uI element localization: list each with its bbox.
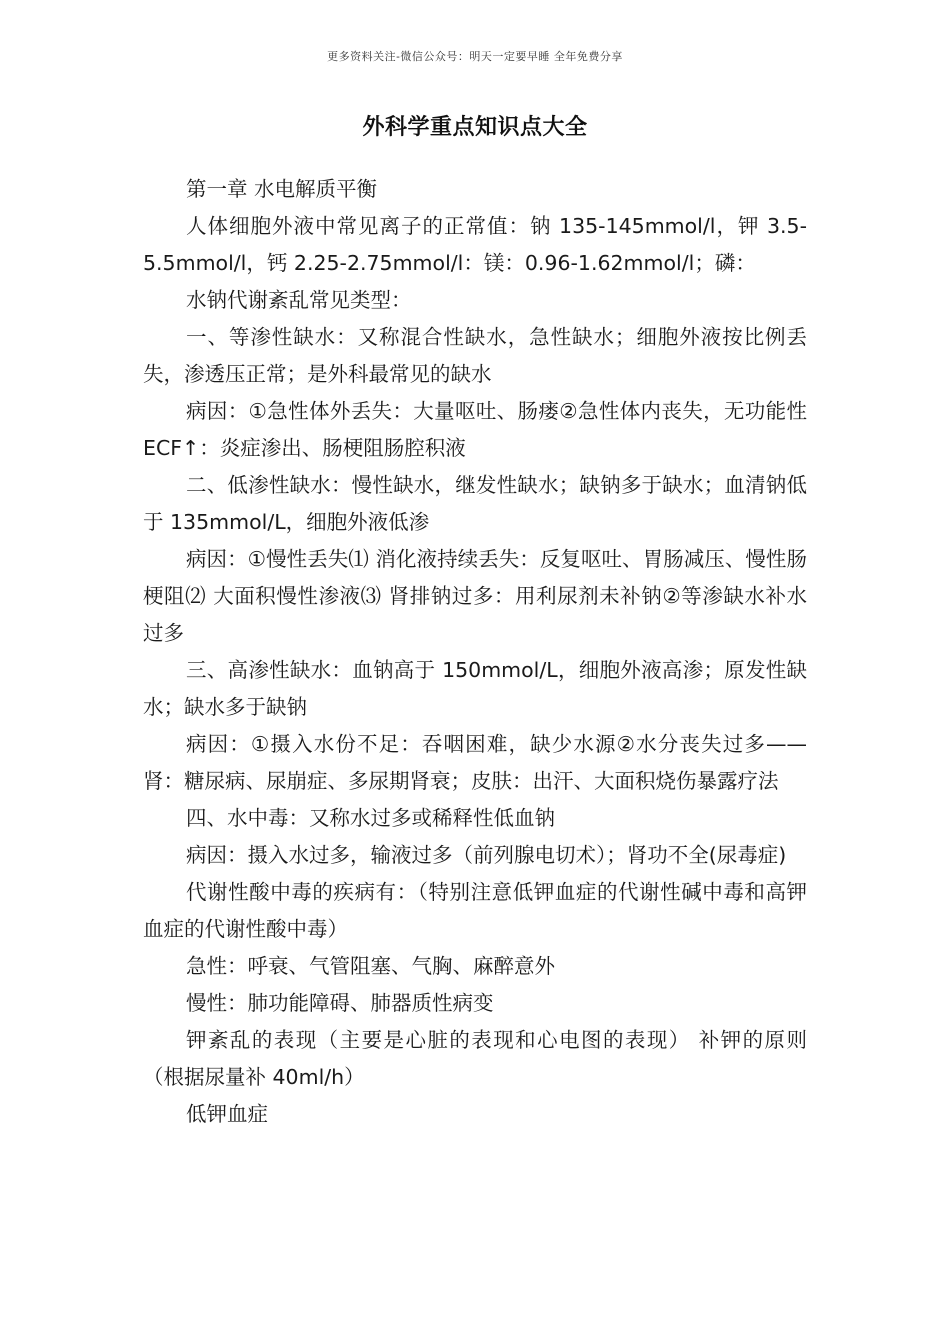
paragraph: 一、等渗性缺水：又称混合性缺水，急性缺水；细胞外液按比例丢失，渗透压正常；是外科最常见的缺水 xyxy=(143,325,807,386)
paragraph: 人体细胞外液中常见离子的正常值：钠 135-145mmol/l，钾 3.5-5.5mmol/l，钙 2.25-2.75mmol/l：镁：0.96-1.62mmol/l；磷： xyxy=(143,214,807,275)
header-promo-note: 更多资料关注-微信公众号：明天一定要早睡 全年免费分享 xyxy=(327,50,623,63)
paragraph: 代谢性酸中毒的疾病有：（特别注意低钾血症的代谢性碱中毒和高钾血症的代谢性酸中毒） xyxy=(143,880,807,941)
document-body xyxy=(143,171,807,1133)
paragraph: 慢性：肺功能障碍、肺器质性病变 xyxy=(186,991,494,1015)
paragraph: 水钠代谢紊乱常见类型： xyxy=(186,288,412,312)
paragraph: 三、高渗性缺水：血钠高于 150mmol/L，细胞外液高渗；原发性缺水；缺水多于缺钠 xyxy=(143,658,807,719)
paragraph: 钾紊乱的表现（主要是心脏的表现和心电图的表现） 补钾的原则（根据尿量补 40ml/h） xyxy=(143,1028,807,1089)
paragraph: 二、低渗性缺水：慢性缺水，继发性缺水；缺钠多于缺水；血清钠低于 135mmol/L，细胞外液低渗 xyxy=(143,473,807,534)
paragraph: 病因：①急性体外丢失：大量呕吐、肠瘘②急性体内丧失，无功能性 ECF↑：炎症渗出、肠梗阻肠腔积液 xyxy=(143,399,807,460)
paragraph: 四、水中毒：又称水过多或稀释性低血钠 xyxy=(186,806,555,830)
paragraph: 病因：①慢性丢失⑴ 消化液持续丢失：反复呕吐、胃肠减压、慢性肠梗阻⑵ 大面积慢性渗液⑶ 肾排钠过多：用利尿剂未补钠②等渗缺水补水过多 xyxy=(143,547,807,645)
paragraph: 急性：呼衰、气管阻塞、气胸、麻醉意外 xyxy=(186,954,555,978)
document-title: 外科学重点知识点大全 xyxy=(362,115,588,140)
paragraph: 病因：摄入水过多，输液过多（前列腺电切术）；肾功不全(尿毒症) xyxy=(186,843,787,867)
paragraph: 病因：①摄入水份不足：吞咽困难，缺少水源②水分丧失过多——肾：糖尿病、尿崩症、多尿期肾衰；皮肤：出汗、大面积烧伤暴露疗法 xyxy=(143,732,807,793)
chapter-heading: 第一章 水电解质平衡 xyxy=(186,177,378,201)
paragraph: 低钾血症 xyxy=(186,1102,268,1126)
